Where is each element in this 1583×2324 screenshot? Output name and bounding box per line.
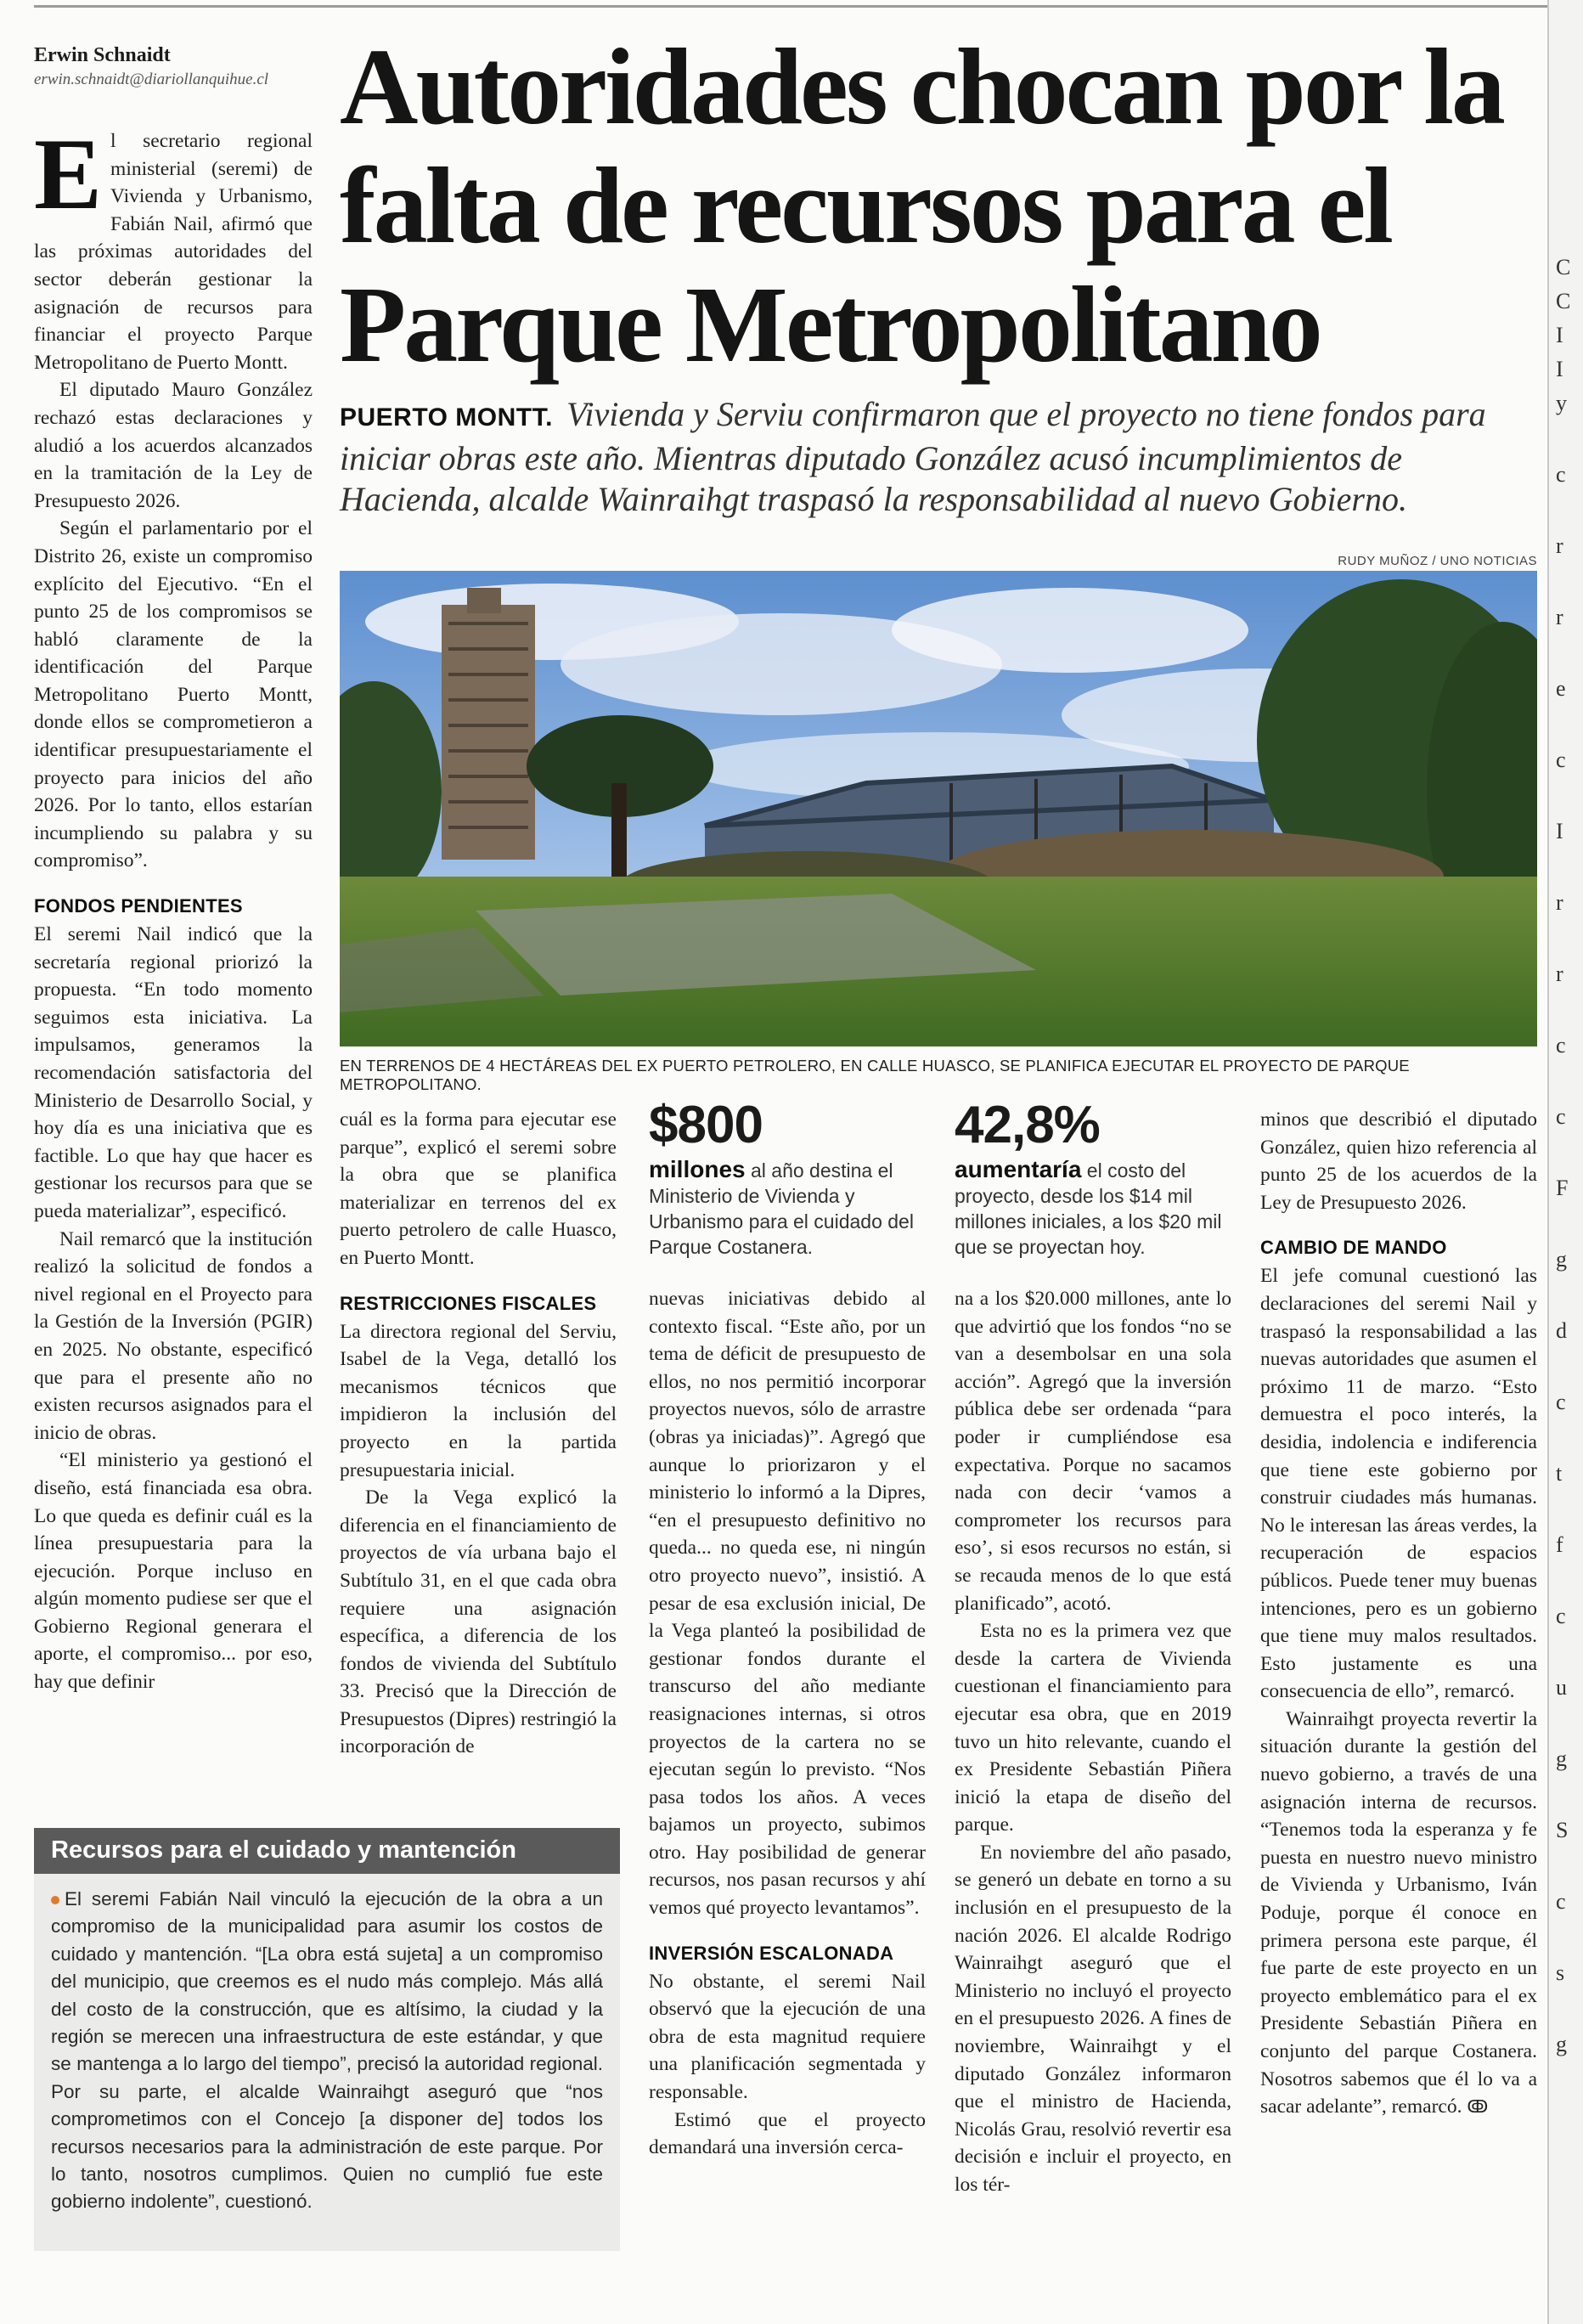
paragraph: l secretario regional ministerial (seremi) de Vivienda y Urbanismo, Fabián Nail, afirmó que las próximas autoridades del sector deberán gestionar la asignación de recursos para financiar el proyecto Parque Metropolitano de Puerto Montt. — [34, 130, 313, 374]
strip-char: F — [1556, 1176, 1569, 1200]
paragraph: No obstante, el seremi Nail observó que la ejecución de una obra de esta magnitud requiere una planificación segmentada y responsable. — [649, 1970, 926, 2104]
strip-char: c — [1556, 1889, 1566, 1914]
article-column-1 — [34, 117, 313, 1696]
section-heading: CAMBIO DE MANDO — [1260, 1237, 1447, 1259]
headline: Autoridades chocan por la falta de recursos para el Parque Metropolitano — [340, 26, 1503, 385]
photo-illustration — [340, 571, 1537, 1046]
stat-description — [955, 1157, 1231, 1260]
top-rule — [34, 5, 1549, 8]
strip-char: C — [1556, 289, 1571, 313]
strip-char: d — [1556, 1318, 1567, 1343]
paragraph: El jefe comunal cuestionó las declaraciones del seremi Nail y traspasó la responsabilidad a las nuevas autoridades que asumen el próximo 11 de marzo. “Esto demuestra el poco interés, la desidia, indolencia e indiferencia que tiene este gobierno por construir ciudades más humanas. No le interesan las áreas verdes, la recuperación de espacios públicos. Puede tener muy buenas intenciones, pero es un gobierno que tiene muy malos resultados. Esto justamente es una consecuencia de ello”, remarcó. — [1260, 1265, 1537, 1703]
strip-char: I — [1556, 323, 1563, 347]
sidebar-box — [34, 1828, 620, 2251]
paragraph: “El ministerio ya gestionó el diseño, está financiada esa obra. Lo que queda es definir cuál es la línea presupuestaria para la ejecución. Porque incluso en algún momento pudiese ser que el Gobierno Regional generara el aporte, el compromiso... por eso, hay que definir — [34, 1449, 313, 1694]
strip-char: e — [1556, 676, 1566, 701]
strip-char: c — [1556, 1604, 1566, 1628]
strip-char: c — [1556, 1104, 1566, 1129]
strip-char: r — [1556, 533, 1563, 558]
paragraph: Estimó que el proyecto demandará una inversión cerca- — [649, 2108, 926, 2159]
strip-char: r — [1556, 962, 1563, 986]
strip-char: r — [1556, 605, 1563, 629]
strip-char: t — [1556, 1461, 1563, 1486]
section-heading: RESTRICCIONES FISCALES — [340, 1292, 597, 1314]
paragraph: El seremi Nail indicó que la secretaría regional priorizó la propuesta. “En todo momento seguimos esta iniciativa. La impulsamos, generamos la recomendación satisfactoria del Ministerio de Desarrollo Social, y hoy día es una iniciativa que es factible. Lo que hay que hacer es gestionar los recursos para que se pueda materializar”, especificó. — [34, 923, 313, 1222]
strip-char: S — [1556, 1818, 1569, 1842]
strip-char: c — [1556, 462, 1566, 487]
paragraph: De la Vega explicó la diferencia en el financiamiento de proyectos de vía urbana bajo el Subtítulo 31, en el que cada obra requiere una asignación específica, a diferencia de los fondos de vivienda del Subtítulo 33. Precisó que la Dirección de Presupuestos (Dipres) restringió la incorporación de — [340, 1486, 617, 1758]
photo-caption: EN TERRENOS DE 4 HECTÁREAS DEL EX PUERTO PETROLERO, EN CALLE HUASCO, SE PLANIFICA EJECUTAR EL PROYECTO DE PARQUE METROPOLITANO. — [340, 1057, 1410, 1093]
byline — [34, 44, 314, 89]
stat-text: al año destina el Ministerio de Vivienda y Urbanismo para el cuidado del Parque Costanera. — [649, 1159, 914, 1258]
strip-char: I — [1556, 357, 1563, 381]
subhead — [340, 394, 1529, 520]
author-name: Erwin Schnaidt — [34, 44, 171, 66]
article-column-3 — [649, 1096, 926, 2162]
stat-value: 42,8% — [955, 1096, 1100, 1154]
author-email: erwin.schnaidt@diariollanquihue.cl — [34, 71, 269, 88]
article-column-2 — [340, 1106, 617, 1761]
stat-lead: millones — [649, 1156, 746, 1182]
paragraph: na a los $20.000 millones, ante lo que advirtió que los fondos “no se van a desembolsar en una sola acción”. Agregó que la inversión pública debe ser ordenada “para poder ir cumpliéndose esa expectativa. Porque no sacamos nada con decir ‘vamos a comprometer los recursos para eso’, si esos recursos no están, si se recauda menos de lo que está planificado”, acotó. — [955, 1288, 1231, 1615]
end-mark-icon: ↂ — [1467, 2096, 1489, 2118]
strip-char: C — [1556, 255, 1571, 279]
paragraph: cuál es la forma para ejecutar ese parque”, explicó el seremi sobre la obra que se planifica materializar en terrenos del ex puerto petrolero de calle Huasco, en Puerto Montt. — [340, 1108, 617, 1269]
strip-char: r — [1556, 890, 1563, 915]
section-heading: FONDOS PENDIENTES — [34, 895, 243, 917]
sidebar-box-body — [34, 1874, 620, 2216]
strip-char: f — [1556, 1532, 1563, 1557]
paragraph — [1260, 1706, 1537, 2121]
drop-cap: E — [34, 117, 103, 230]
strip-char: c — [1556, 747, 1566, 772]
sidebar-box-text: El seremi Fabián Nail vinculó la ejecución de la obra a un compromiso de la municipalidad para asumir los costos de cuidado y mantención. “[La obra está sujeta] a un compromiso del municipio, que creemos es el nudo más complejo. Más allá del costo de la construcción, que es altísimo, la ciudad y la región se merecen una infraestructura de este estándar, y que se mantenga a lo largo del tiempo”, precisó la autoridad regional. Por su parte, el alcalde Wainraihgt aseguró que “nos comprometimos con el Concejo [a disponer de] todos los recursos necesarios para la administración de este parque. Por lo tanto, nosotros cumplimos. Quien no cumplió fue este gobierno indolente”, cuestionó. — [51, 1888, 603, 2213]
strip-char: s — [1556, 1960, 1565, 1985]
strip-char: c — [1556, 1033, 1566, 1058]
paragraph: Según el parlamentario por el Distrito 26, existe un compromiso explícito del Ejecutivo. “En el punto 25 de los compromisos se habló claramente de la identificación del Parque Metropolitano Puerto Montt, donde ellos se comprometieron a identificar presupuestariamente el proyecto para inicios del año 2026. Por lo tanto, ellos estarían incumpliendo su palabra y su compromiso”. — [34, 517, 313, 872]
strip-char: g — [1556, 2032, 1567, 2056]
photo — [340, 571, 1537, 1046]
adjacent-page-strip — [1547, 0, 1583, 2324]
stat-value: $800 — [649, 1096, 763, 1154]
stat-lead: aumentaría — [955, 1156, 1082, 1182]
paragraph: La directora regional del Serviu, Isabel de la Vega, detalló los mecanismos técnicos que impidieron la inclusión del proyecto en la partida presupuestaria inicial. — [340, 1320, 617, 1481]
dateline-place: PUERTO MONTT. — [340, 403, 553, 432]
paragraph: En noviembre del año pasado, se generó un debate en torno a su inclusión en el presupuesto de la nación 2026. El alcalde Rodrigo Wainraihgt aseguró que el Ministerio no incluyó el proyecto en el presupuesto 2026. A fines de noviembre, Wainraihgt y el diputado González informaron que el ministro de Hacienda, Nicolás Grau, resolvió revertir esa decisión e incluir el proyecto, en los tér- — [955, 1841, 1231, 2196]
paragraph: Esta no es la primera vez que desde la cartera de Vivienda cuestionan el financiamiento para ejecutar esa obra, que en 2019 tuvo un hito relevante, cuando el ex Presidente Sebastián Piñera inició la etapa de diseño del parque. — [955, 1620, 1231, 1836]
stat-text: el costo del proyecto, desde los $14 mil millones iniciales, a los $20 mil que se proyectan hoy. — [955, 1159, 1222, 1258]
photo-credit: RUDY MUÑOZ / UNO NOTICIAS — [1338, 554, 1537, 568]
sidebar-box-title: Recursos para el cuidado y mantención — [34, 1828, 620, 1874]
strip-char: g — [1556, 1247, 1567, 1272]
article-column-4 — [955, 1096, 1231, 2199]
article-column-5 — [1260, 1106, 1537, 2121]
section-heading: INVERSIÓN ESCALONADA — [649, 1942, 894, 1964]
paragraph-text: Wainraihgt proyecta revertir la situación durante la gestión del nuevo gobierno, a través de una asignación interna de recursos. “Tenemos toda la esperanza y fe puesta en nuestro nuevo ministro de Vivienda y Urbanismo, Iván Poduje, porque él conoce en primera persona este parque, él fue parte de este proyecto en un proyecto emblemático para el ex Presidente Sebastián Piñera en conjunto del parque Costanera. Nosotros sabemos que él lo va a sacar adelante”, remarcó. — [1260, 1707, 1537, 2118]
paragraph: Nail remarcó que la institución realizó la solicitud de fondos a nivel regional en el Proyecto para la Gestión de la Inversión (PGIR) en 2025. No obstante, especificó que para el presente año no existen recursos asignados para el inicio de obras. — [34, 1227, 313, 1444]
paragraph: minos que describió el diputado González, quien hizo referencia al punto 25 de los acuerdos de la Ley de Presupuesto 2026. — [1260, 1108, 1537, 1214]
strip-char: u — [1556, 1675, 1567, 1700]
paragraph: nuevas iniciativas debido al contexto fiscal. “Este año, por un tema de déficit de presupuesto de ellos, no nos permitió incorporar proyectos nuevos, sólo de arrastre (obras ya iniciadas)”. Agregó que aunque lo priorizaron y el ministerio lo informó a la Dipres, “en el presupuesto definitivo no queda... no queda ese, ni ningún otro proyecto nuevo”, insistió. A pesar de esa exclusión inicial, De la Vega planteó la posibilidad de gestionar fondos durante el transcurso del año mediante reasignaciones internas, si otros proyectos de la cartera no se ejecutan según lo previsto. “Nos pasa todos los años. A veces bajamos un proyecto, subimos otro. Hay posibilidad de generar recursos, nos pasan recursos y ahí vemos qué proyecto levantamos”. — [649, 1288, 926, 1920]
subhead-text: Vivienda y Serviu confirmaron que el proyecto no tiene fondos para iniciar obras este año. Mientras diputado González acusó incumplimientos de Hacienda, alcalde Wainraihgt traspasó la responsabilidad al nuevo Gobierno. — [340, 395, 1486, 518]
bullet-icon — [51, 1896, 59, 1904]
strip-char: I — [1556, 819, 1563, 843]
paragraph: El diputado Mauro González rechazó estas declaraciones y aludió a los acuerdos alcanzados en la tramitación de la Ley de Presupuesto 2026. — [34, 379, 313, 512]
strip-char: g — [1556, 1746, 1567, 1771]
strip-char: c — [1556, 1390, 1566, 1414]
strip-char: y — [1556, 391, 1567, 415]
stat-description — [649, 1157, 926, 1260]
